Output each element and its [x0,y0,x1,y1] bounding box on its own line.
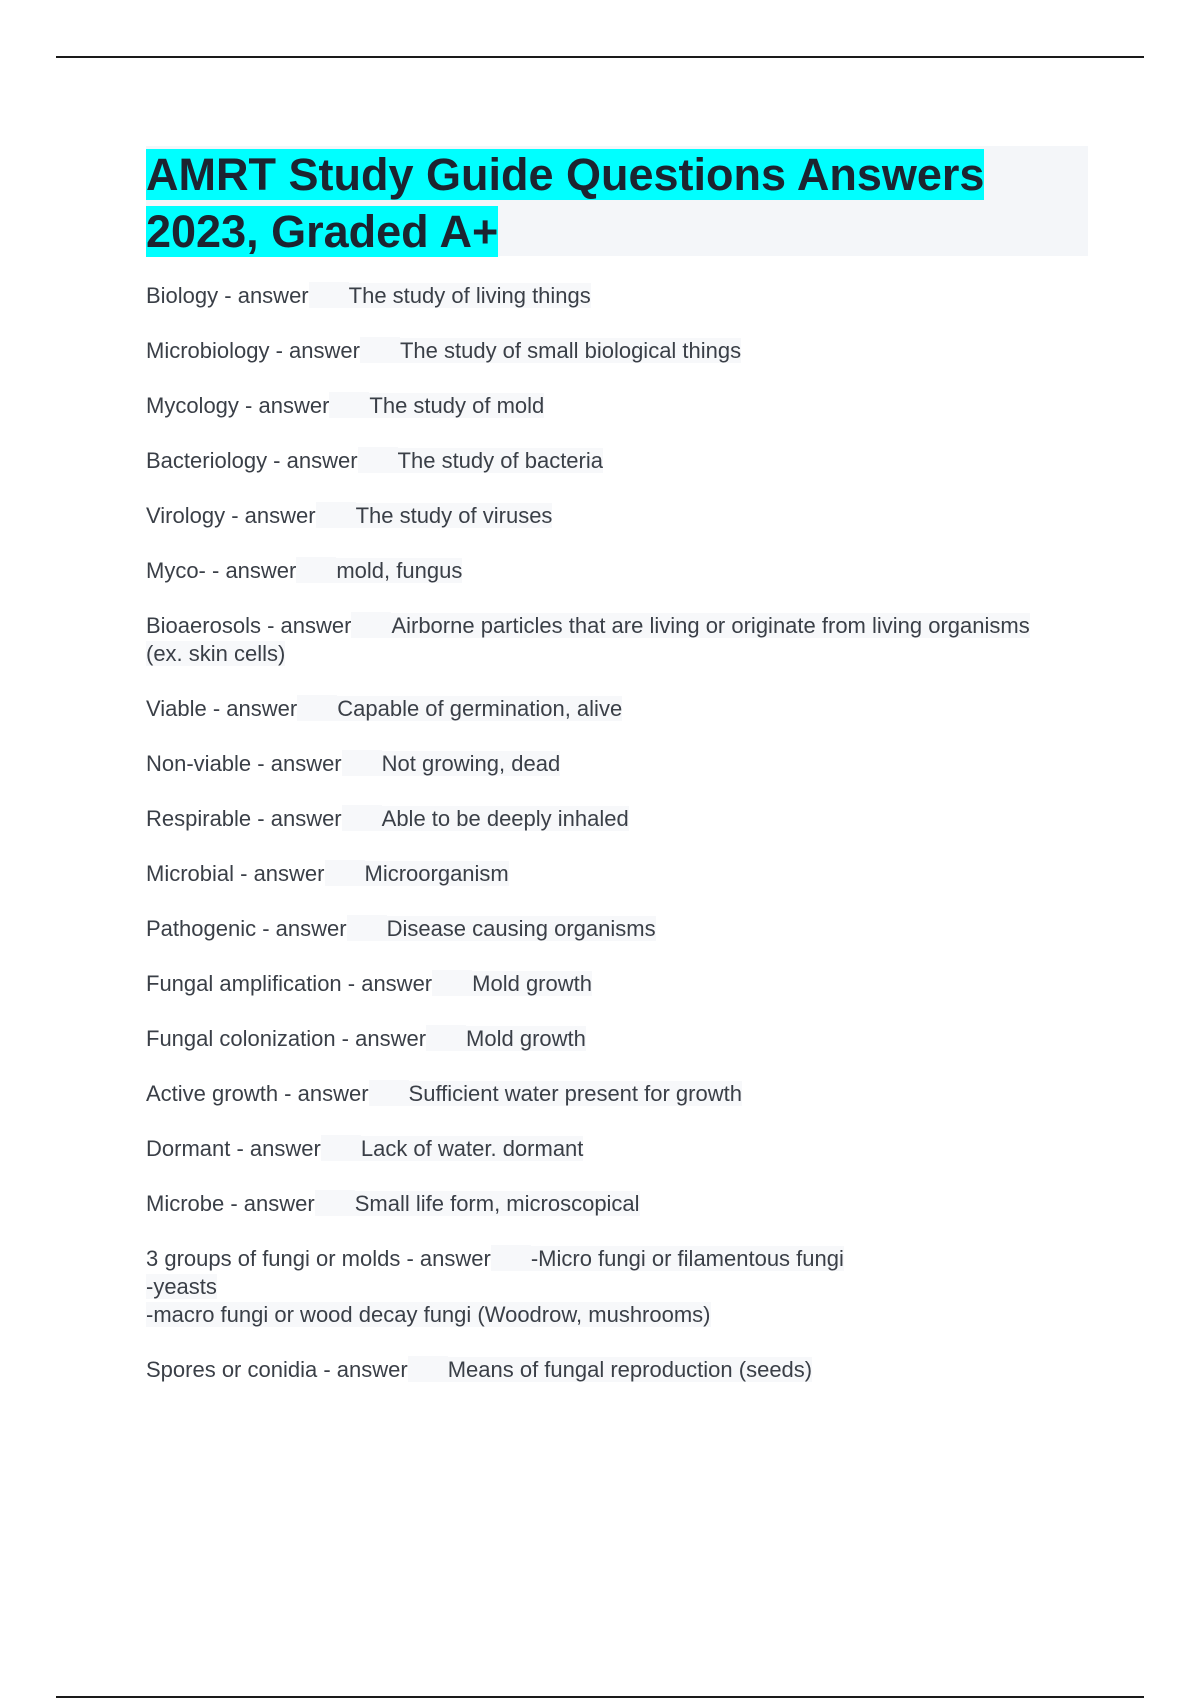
qa-term: Dormant - answer [146,1136,321,1161]
qa-term: Spores or conidia - answer [146,1357,408,1382]
qa-entry [146,1245,1086,1329]
qa-answer: The study of bacteria [397,448,603,473]
qa-term: Pathogenic - answer [146,916,347,941]
qa-entry [146,1135,1086,1163]
qa-entry [146,612,1086,668]
qa-answer: The study of mold [369,393,545,418]
qa-term: Mycology - answer [146,393,330,418]
qa-entry [146,392,1086,420]
qa-term: Microbiology - answer [146,338,360,363]
qa-term: Fungal amplification - answer [146,971,433,996]
qa-answer: Means of fungal reproduction (seeds) [447,1357,813,1382]
qa-entry [146,337,1086,365]
qa-entry [146,282,1086,310]
qa-entry [146,970,1086,998]
qa-entry [146,1025,1086,1053]
qa-term: Myco- - answer [146,558,297,583]
qa-answer: Mold growth [472,971,592,996]
qa-term: Viable - answer [146,696,298,721]
qa-term: Respirable - answer [146,806,342,831]
qa-term: Bioaerosols - answer [146,613,352,638]
qa-entry [146,1190,1086,1218]
document-title-text: AMRT Study Guide Questions Answers 2023, Graded A+ [146,149,985,257]
qa-entry [146,805,1086,833]
top-rule [56,56,1144,58]
qa-answer: Able to be deeply inhaled [381,806,629,831]
qa-answer: Sufficient water present for growth [408,1081,742,1106]
qa-entry [146,447,1086,475]
qa-entry [146,1356,1086,1384]
qa-term: Microbial - answer [146,861,325,886]
qa-term: Active growth - answer [146,1081,369,1106]
qa-term: Microbe - answer [146,1191,315,1216]
qa-entry [146,750,1086,778]
qa-answer: Capable of germination, alive [337,696,623,721]
qa-answer: mold, fungus [336,558,463,583]
qa-term: Virology - answer [146,503,316,528]
qa-list [146,282,1086,1411]
qa-answer: The study of living things [348,283,591,308]
qa-answer: Disease causing organisms [386,916,656,941]
qa-entry [146,915,1086,943]
qa-answer: Microorganism [364,861,509,886]
qa-answer: The study of small biological things [399,338,742,363]
qa-answer: Mold growth [466,1026,586,1051]
qa-term: Fungal colonization - answer [146,1026,427,1051]
qa-answer: The study of viruses [355,503,553,528]
qa-entry [146,695,1086,723]
qa-answer: Airborne particles that are living or originate from living organisms (ex. skin cells) [146,613,1030,666]
qa-entry [146,1080,1086,1108]
qa-answer: Not growing, dead [381,751,561,776]
qa-term: Non-viable - answer [146,751,342,776]
title-block [146,146,1088,256]
qa-entry [146,860,1086,888]
qa-term: 3 groups of fungi or molds - answer [146,1246,491,1271]
qa-answer: Lack of water. dormant [360,1136,584,1161]
qa-term: Biology - answer [146,283,309,308]
qa-entry [146,557,1086,585]
document-title [146,146,1088,260]
qa-entry [146,502,1086,530]
qa-term: Bacteriology - answer [146,448,358,473]
qa-answer: -Micro fungi or filamentous fungi -yeasts -macro fungi or wood decay fungi (Woodrow, mushrooms) [146,1246,844,1327]
qa-answer: Small life form, microscopical [354,1191,640,1216]
bottom-rule [56,1696,1144,1698]
